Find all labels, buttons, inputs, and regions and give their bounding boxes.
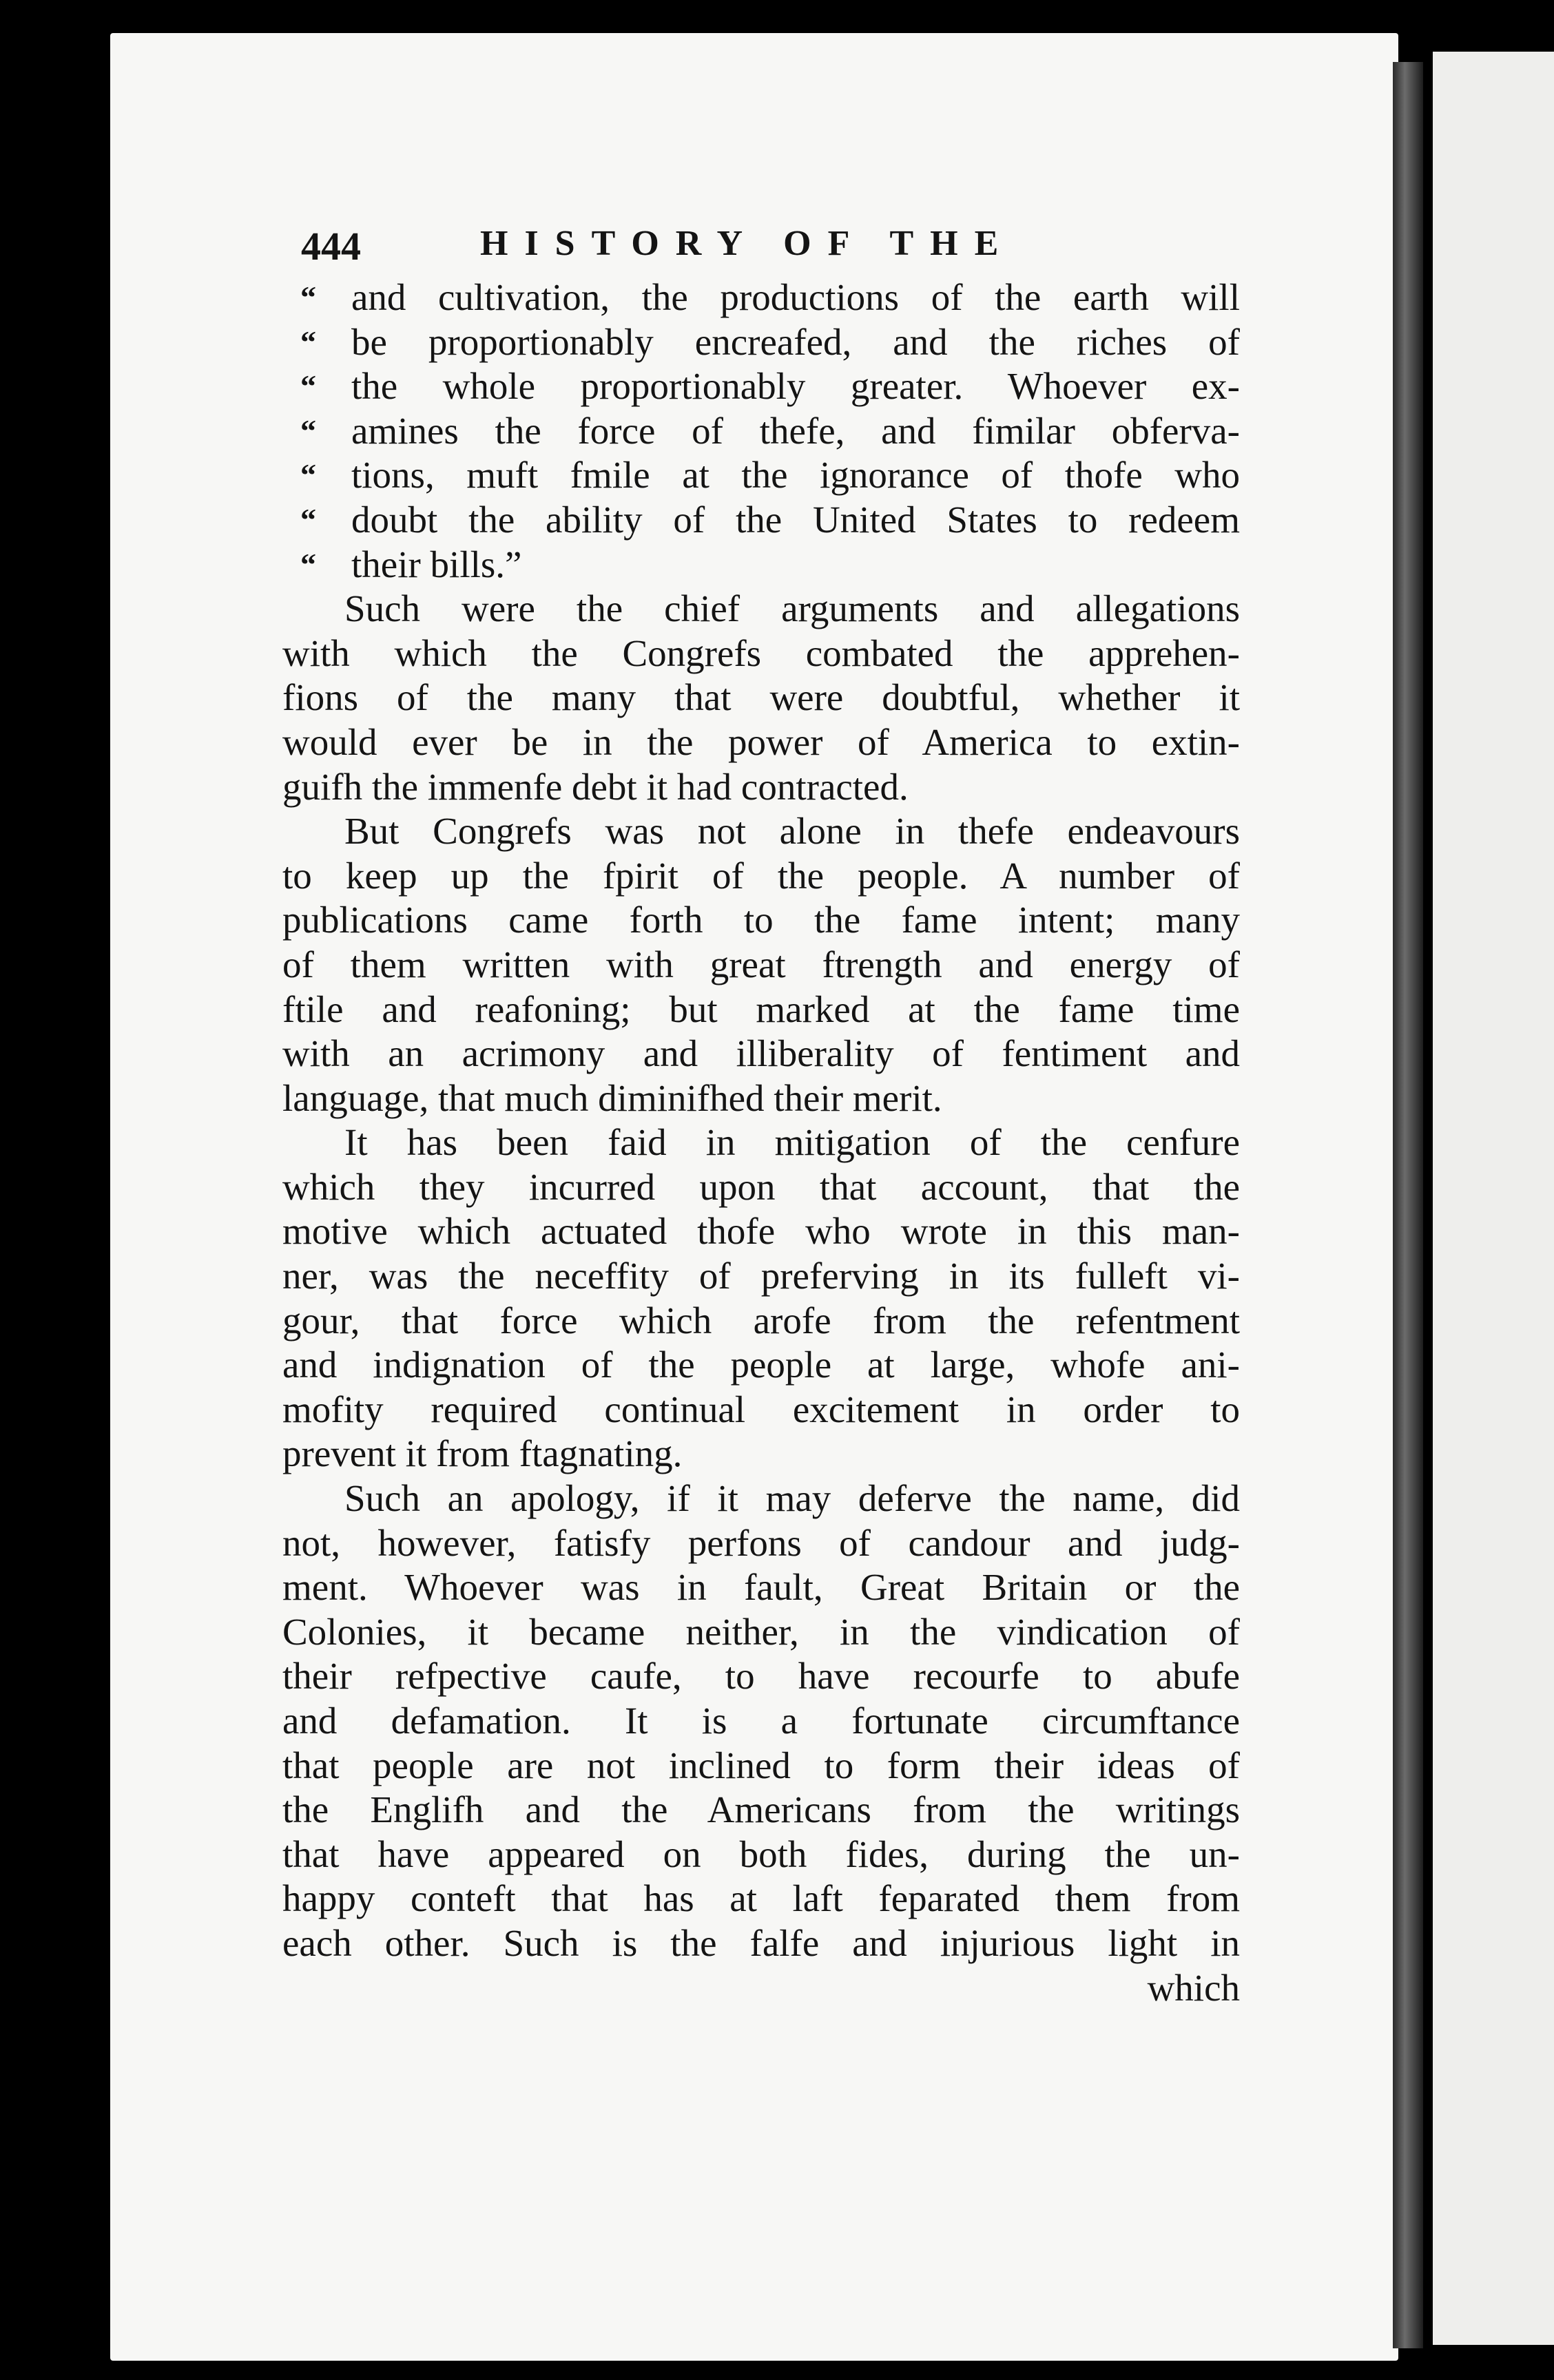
paragraph-first-line xyxy=(282,587,1240,631)
line-text: Colonies, it became neither, in the vindication of xyxy=(282,1610,1240,1653)
line-text: guifh the immenfe debt it had contracted. xyxy=(282,765,909,808)
line-text: ftile and reafoning; but marked at the fame time xyxy=(282,988,1240,1030)
text-line xyxy=(282,898,1240,943)
text-line xyxy=(282,1877,1240,1921)
quote-mark: “ xyxy=(300,457,316,493)
text-line xyxy=(282,676,1240,720)
book-gutter xyxy=(1393,62,1423,2348)
line-text: be proportionably encreafed, and the riches of xyxy=(351,320,1240,363)
line-text: amines the force of thefe, and fimilar obferva- xyxy=(351,409,1240,452)
paragraph-first-line xyxy=(282,809,1240,854)
text-line xyxy=(282,1654,1240,1699)
line-text: their refpective caufe, to have recourfe to abufe xyxy=(282,1655,1240,1698)
paragraph-first-line xyxy=(282,1476,1240,1521)
text-line xyxy=(282,943,1240,988)
page-number: 444 xyxy=(301,224,361,269)
text-line xyxy=(282,1833,1240,1877)
text-line xyxy=(282,1165,1240,1210)
text-line xyxy=(282,1299,1240,1344)
line-text: that have appeared on both fides, during the un- xyxy=(282,1833,1240,1875)
line-text: ner, was the neceffity of preferving in its fulleft vi- xyxy=(282,1255,1240,1297)
line-text: their bills.” xyxy=(351,543,522,585)
text-line xyxy=(282,1343,1240,1388)
quote-mark: “ xyxy=(300,368,316,404)
paragraph-first-line xyxy=(282,1120,1240,1165)
line-text: would ever be in the power of America to extin- xyxy=(282,720,1240,763)
line-text: fions of the many that were doubtful, whether it xyxy=(282,676,1240,719)
text-line xyxy=(282,409,1240,454)
running-head xyxy=(301,213,1128,275)
text-line xyxy=(282,498,1240,543)
line-text: of them written with great ftrength and energy of xyxy=(282,943,1240,985)
line-text: ment. Whoever was in fault, Great Britain or the xyxy=(282,1566,1240,1609)
quote-mark: “ xyxy=(300,501,316,537)
text-line xyxy=(282,1432,1240,1476)
line-text: gour, that force which arofe from the refentment xyxy=(282,1299,1240,1342)
quote-mark: “ xyxy=(300,324,316,359)
text-line xyxy=(282,631,1240,676)
line-text: mofity required continual excitement in order to xyxy=(282,1388,1240,1430)
quote-mark: “ xyxy=(300,546,316,582)
text-line xyxy=(282,1254,1240,1299)
line-text: doubt the ability of the United States to redeem xyxy=(351,498,1240,541)
text-line xyxy=(282,720,1240,765)
running-title: HISTORY OF THE xyxy=(480,224,1015,263)
catchword-line xyxy=(282,1966,1240,2011)
facing-page-edge xyxy=(1433,52,1554,2345)
line-text: tions, muft fmile at the ignorance of thofe who xyxy=(351,454,1240,497)
line-text: happy conteft that has at laft feparated them from xyxy=(282,1877,1240,1920)
text-line xyxy=(282,364,1240,409)
catchword: which xyxy=(1147,1966,1240,2009)
text-line xyxy=(282,1076,1240,1121)
text-line xyxy=(282,854,1240,899)
line-text: that people are not inclined to form their ideas of xyxy=(282,1744,1240,1786)
text-line xyxy=(282,543,1240,587)
text-line xyxy=(282,453,1240,498)
text-line xyxy=(282,1610,1240,1655)
line-text: But Congrefs was not alone in thefe endeavours xyxy=(344,810,1240,853)
line-text: the whole proportionably greater. Whoever ex- xyxy=(351,365,1240,408)
text-line xyxy=(282,1032,1240,1076)
quote-mark: “ xyxy=(300,280,316,315)
text-line xyxy=(282,988,1240,1032)
line-text: to keep up the fpirit of the people. A number of xyxy=(282,854,1240,897)
line-text: not, however, fatisfy perfons of candour and judg- xyxy=(282,1521,1240,1564)
line-text: each other. Such is the falfe and injurious light in xyxy=(282,1921,1240,1964)
line-text: prevent it from ftagnating. xyxy=(282,1432,683,1475)
text-line xyxy=(282,1788,1240,1833)
line-text: and defamation. It is a fortunate circumftance xyxy=(282,1700,1240,1742)
line-text: the Englifh and the Americans from the writings xyxy=(282,1788,1240,1831)
text-line xyxy=(282,1565,1240,1610)
text-line xyxy=(282,320,1240,365)
line-text: with which the Congrefs combated the apprehen- xyxy=(282,631,1240,674)
line-text: with an acrimony and illiberality of fentiment and xyxy=(282,1032,1240,1075)
quote-mark: “ xyxy=(300,413,316,448)
text-line xyxy=(282,275,1240,320)
line-text: which they incurred upon that account, that the xyxy=(282,1165,1240,1208)
text-line xyxy=(282,1521,1240,1566)
text-line xyxy=(282,1209,1240,1254)
line-text: language, that much diminifhed their merit. xyxy=(282,1076,942,1119)
text-line xyxy=(282,765,1240,810)
text-line xyxy=(282,1744,1240,1788)
line-text: Such were the chief arguments and allegations xyxy=(344,587,1240,630)
line-text: and indignation of the people at large, whofe ani- xyxy=(282,1344,1240,1386)
text-line xyxy=(282,1388,1240,1432)
body-text xyxy=(282,275,1240,2010)
line-text: publications came forth to the fame intent; many xyxy=(282,899,1240,941)
line-text: motive which actuated thofe who wrote in this man- xyxy=(282,1210,1240,1253)
line-text: and cultivation, the productions of the earth will xyxy=(351,276,1240,318)
text-line xyxy=(282,1921,1240,1966)
text-line xyxy=(282,1699,1240,1744)
line-text: Such an apology, if it may deferve the name, did xyxy=(344,1477,1240,1520)
line-text: It has been faid in mitigation of the cenfure xyxy=(344,1121,1240,1164)
